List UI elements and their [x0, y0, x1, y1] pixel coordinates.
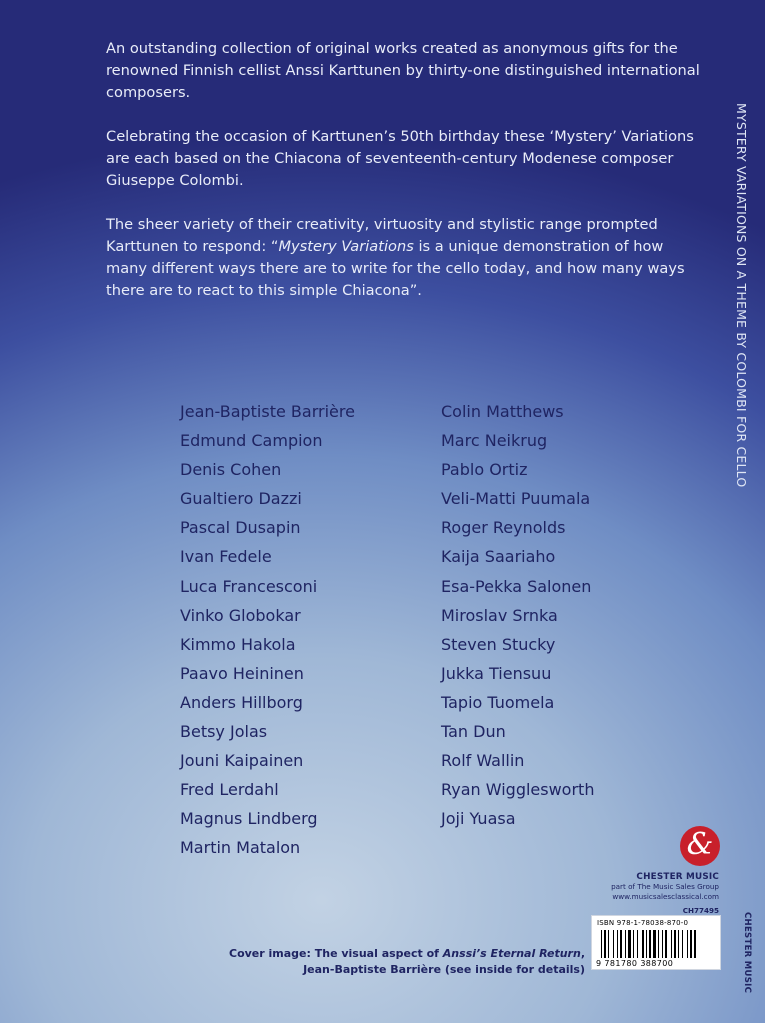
- composer-name: Veli-Matti Puumala: [441, 489, 591, 509]
- composer-name: Denis Cohen: [180, 460, 282, 480]
- spine-title: MYSTERY VARIATIONS ON A THEME BY COLOMBI FOR CELLO: [734, 103, 749, 488]
- composer-name: Esa-Pekka Salonen: [441, 576, 592, 596]
- composer-name: Gualtiero Dazzi: [180, 489, 302, 509]
- composer-name: Pascal Dusapin: [180, 518, 301, 538]
- composer-name: Luca Francesconi: [180, 576, 318, 596]
- composer-name: Edmund Campion: [180, 431, 323, 451]
- composer-name: Pablo Ortiz: [441, 460, 528, 480]
- publisher-website: www.musicsalesclassical.com: [612, 891, 719, 901]
- chester-music-logo-icon: &: [680, 826, 720, 866]
- barcode: [591, 915, 721, 970]
- catalogue-code: CH77495: [682, 906, 719, 915]
- composer-name: Fred Lerdahl: [180, 780, 279, 800]
- credit-title: Anssi’s Eternal Return: [442, 947, 581, 960]
- composer-name: Martin Matalon: [180, 838, 301, 858]
- composer-name: Marc Neikrug: [441, 431, 548, 451]
- intro-paragraph-1: An outstanding collection of original works created as anonymous gifts for the renowned Finnish cellist Anssi Karttunen by thirty-one distinguished international composers.: [106, 40, 700, 101]
- barcode-bars-icon: [601, 930, 713, 958]
- isbn-text: ISBN 978-1-78038-870-0: [597, 919, 689, 927]
- composer-name: Kimmo Hakola: [180, 634, 296, 654]
- publisher-block: [611, 872, 719, 915]
- composer-name: Tapio Tuomela: [441, 692, 555, 712]
- composer-name: Steven Stucky: [441, 634, 556, 654]
- quote-lead: The sheer variety of their creativity, virtuosity and stylistic range prompted Karttunen to respond: “: [106, 216, 658, 255]
- credit-line-1: [229, 946, 585, 962]
- spine-publisher: CHESTER MUSIC: [742, 912, 752, 994]
- composer-name: Tan Dun: [441, 722, 506, 742]
- composer-name: Anders Hillborg: [180, 692, 303, 712]
- intro-text: [106, 38, 706, 324]
- publisher-name: CHESTER MUSIC: [636, 872, 719, 882]
- composer-name: Jean-Baptiste Barrière: [180, 402, 355, 421]
- composer-name: Betsy Jolas: [180, 722, 268, 742]
- composer-name: Roger Reynolds: [441, 518, 566, 538]
- composer-name: Jouni Kaipainen: [180, 751, 304, 771]
- composer-list-left: [180, 397, 355, 863]
- composer-name: Ryan Wigglesworth: [441, 780, 595, 800]
- cover-image-credit: [229, 946, 585, 978]
- intro-paragraph-3: [106, 214, 706, 302]
- intro-paragraph-2: Celebrating the occasion of Karttunen’s 50th birthday these ‘Mystery’ Variations are each based on the Chiacona of seventeenth-century Modenese composer Giuseppe Colombi.: [106, 128, 694, 189]
- composer-name: Paavo Heininen: [180, 663, 304, 683]
- composer-name: Rolf Wallin: [441, 751, 525, 771]
- composer-name: Miroslav Srnka: [441, 605, 558, 625]
- credit-line-2: Jean-Baptiste Barrière (see inside for details): [303, 963, 585, 976]
- credit-comma: ,: [580, 947, 585, 960]
- composer-name: Jukka Tiensuu: [441, 663, 552, 683]
- composer-name: Magnus Lindberg: [180, 809, 318, 829]
- composer-name: Colin Matthews: [441, 402, 564, 421]
- composer-name: Kaija Saariaho: [441, 547, 556, 567]
- composer-name: Vinko Globokar: [180, 605, 301, 625]
- composer-name: Joji Yuasa: [441, 809, 516, 829]
- quote-title: Mystery Variations: [278, 238, 414, 255]
- barcode-digits: 9 781780 388700: [596, 959, 674, 968]
- composer-list-right: [441, 397, 594, 833]
- quote-rest: is a unique demonstration of how many different ways there are to write for the cello today, and how many ways there are to react to this simple Chiacona”.: [106, 238, 685, 299]
- publisher-group: part of The Music Sales Group: [611, 882, 719, 891]
- credit-lead: Cover image: The visual aspect of: [229, 947, 443, 960]
- composer-name: Ivan Fedele: [180, 547, 272, 567]
